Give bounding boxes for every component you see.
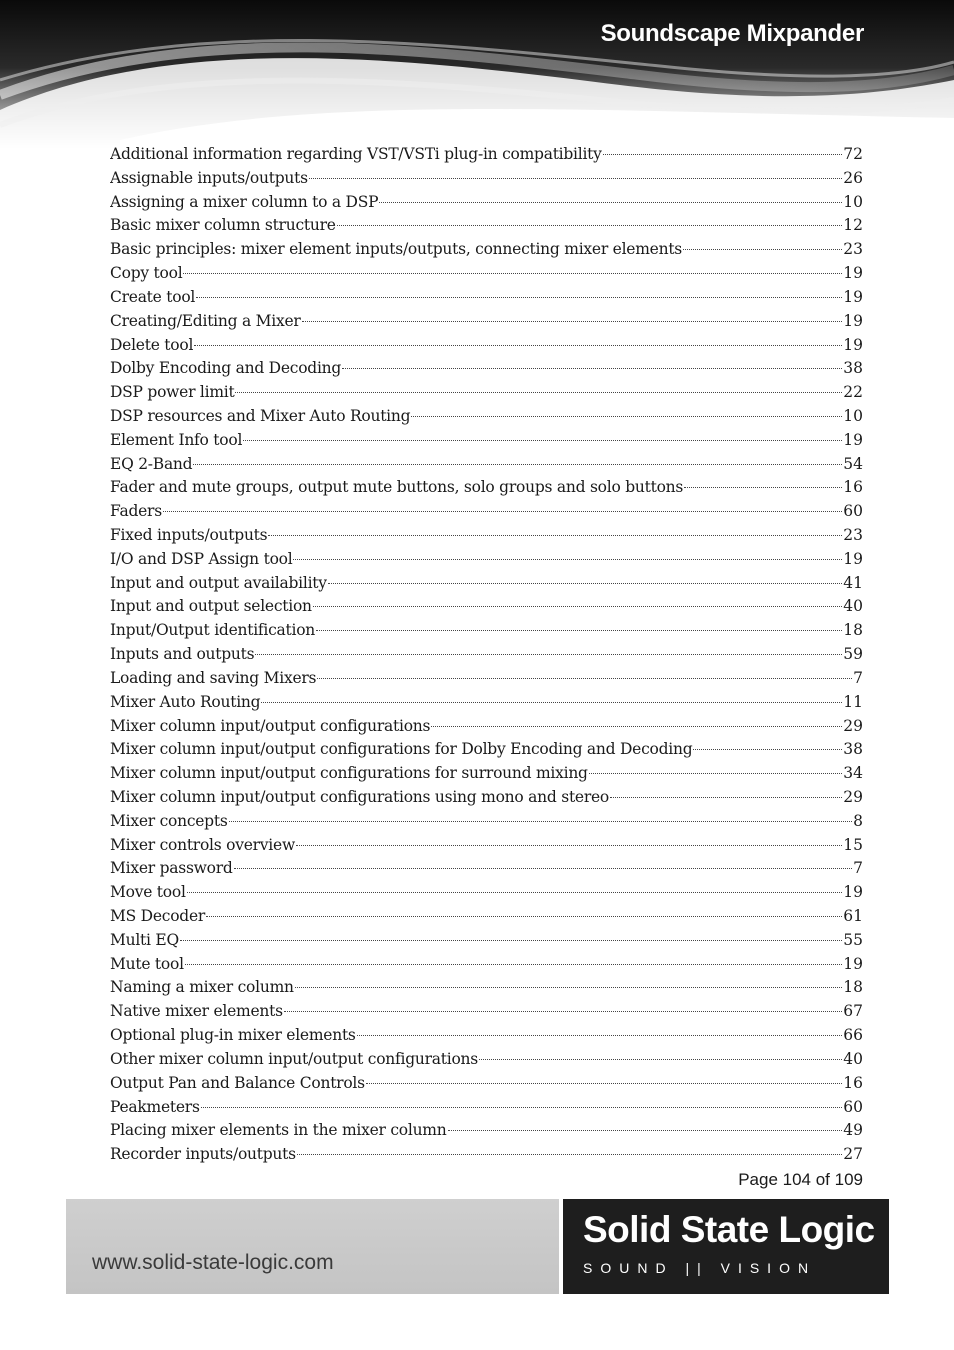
- index-entry-title: Input/Output identification: [110, 621, 316, 640]
- dot-leader: [261, 702, 842, 703]
- index-entry[interactable]: [110, 310, 863, 334]
- index-entry-title: Basic principles: mixer element inputs/outputs, connecting mixer elements: [110, 240, 683, 259]
- dot-leader: [337, 225, 843, 226]
- index-entry-title: Copy tool: [110, 264, 183, 283]
- dot-leader: [229, 821, 853, 822]
- index-entry-page: 11: [843, 692, 863, 711]
- dot-leader: [589, 773, 843, 774]
- index-entry-title: Mixer concepts: [110, 811, 228, 830]
- dot-leader: [448, 1130, 843, 1131]
- dot-leader: [317, 678, 852, 679]
- index-entry-title: Mixer controls overview: [110, 835, 295, 854]
- index-entry[interactable]: [110, 953, 863, 977]
- index-entry-title: EQ 2-Band: [110, 454, 193, 473]
- dot-leader: [366, 1083, 842, 1084]
- index-entry-title: Mute tool: [110, 954, 184, 973]
- index-entry-page: 29: [843, 787, 863, 806]
- page-number: Page 104 of 109: [738, 1170, 863, 1189]
- index-entry-title: Assigning a mixer column to a DSP: [110, 192, 379, 211]
- index-entry-page: 26: [843, 168, 863, 187]
- dot-leader: [309, 178, 842, 179]
- index-entry-title: Element Info tool: [110, 430, 243, 449]
- dot-leader: [183, 273, 842, 274]
- index-entry-title: Delete tool: [110, 335, 194, 354]
- index-entry-title: Mixer password: [110, 859, 233, 878]
- index-entry-page: 40: [843, 597, 863, 616]
- index-entry[interactable]: [110, 834, 863, 858]
- dot-leader: [479, 1059, 842, 1060]
- index-entry-page: 40: [843, 1049, 863, 1068]
- dot-leader: [296, 845, 842, 846]
- index-entry-page: 59: [843, 645, 863, 664]
- dot-leader: [342, 368, 842, 369]
- index-entry-page: 41: [843, 573, 863, 592]
- index-entry[interactable]: [110, 667, 863, 691]
- index-entry[interactable]: [110, 881, 863, 905]
- index-entry-title: Creating/Editing a Mixer: [110, 311, 301, 330]
- index-entry-page: 19: [843, 430, 863, 449]
- index-entry-title: Loading and saving Mixers: [110, 668, 317, 687]
- index-entry-page: 8: [853, 811, 863, 830]
- index-entry-page: 38: [843, 740, 863, 759]
- index-entry-page: 10: [843, 192, 863, 211]
- index-entry-page: 7: [853, 859, 863, 878]
- index-entry-title: Mixer column input/output configurations: [110, 716, 431, 735]
- index-entry-page: 19: [843, 335, 863, 354]
- dot-leader: [185, 964, 842, 965]
- dot-leader: [297, 1154, 842, 1155]
- dot-leader: [684, 487, 842, 488]
- index-entry[interactable]: [110, 572, 863, 596]
- index-entry-title: Placing mixer elements in the mixer column: [110, 1121, 447, 1140]
- dot-leader: [610, 797, 842, 798]
- index-entry-page: 61: [843, 907, 863, 925]
- brand-logo-text: Solid State Logic: [583, 1209, 875, 1250]
- index-entry-title: Native mixer elements: [110, 1002, 283, 1021]
- dot-leader: [187, 892, 843, 893]
- index-entry-title: Basic mixer column structure: [110, 216, 336, 235]
- dot-leader: [603, 154, 843, 155]
- index-entry[interactable]: [110, 286, 863, 310]
- dot-leader: [193, 464, 842, 465]
- index-entry-page: 19: [843, 954, 863, 973]
- index-entry-page: 16: [843, 478, 863, 497]
- index-entry[interactable]: [110, 524, 863, 548]
- index-entry-page: 15: [843, 835, 863, 854]
- index-entry[interactable]: [110, 1048, 863, 1072]
- index-entry[interactable]: [110, 405, 863, 429]
- index-entry-page: 19: [843, 311, 863, 330]
- index-entry-title: Additional information regarding VST/VSTi plug-in compatibility: [110, 145, 602, 163]
- dot-leader: [379, 202, 842, 203]
- index-entry-title: Dolby Encoding and Decoding: [110, 359, 342, 378]
- dot-leader: [201, 1107, 843, 1108]
- index-entry[interactable]: [110, 595, 863, 619]
- index-entry-title: Other mixer column input/output configurations: [110, 1049, 478, 1068]
- index-entry-title: Mixer column input/output configurations for surround mixing: [110, 764, 588, 783]
- index-entry-title: Mixer column input/output configurations for Dolby Encoding and Decoding: [110, 740, 693, 759]
- dot-leader: [235, 392, 842, 393]
- index-entry-page: 49: [843, 1121, 863, 1140]
- index-entry-page: 18: [843, 621, 863, 640]
- index-entry-title: Move tool: [110, 883, 186, 902]
- index-entry[interactable]: [110, 857, 863, 881]
- index-entry[interactable]: [110, 762, 863, 786]
- index-entry-page: 23: [843, 526, 863, 544]
- dot-leader: [313, 606, 842, 607]
- index-entry[interactable]: [110, 334, 863, 358]
- page-header-banner: [0, 0, 954, 150]
- index-entry[interactable]: [110, 1119, 863, 1143]
- index-entry-page: 19: [843, 287, 863, 306]
- index-entry[interactable]: [110, 453, 863, 477]
- index-entry[interactable]: [110, 548, 863, 572]
- index-entry-page: 19: [843, 264, 863, 283]
- dot-leader: [255, 654, 842, 655]
- index-entry-page: 23: [843, 240, 863, 259]
- dot-leader: [295, 987, 843, 988]
- index-entry-title: Mixer column input/output configurations using mono and stereo: [110, 787, 610, 806]
- index-entry[interactable]: [110, 1000, 863, 1024]
- index-entry-page: 38: [843, 359, 863, 378]
- index-entry-title: MS Decoder: [110, 907, 206, 925]
- index-entry[interactable]: [110, 476, 863, 500]
- dot-leader: [163, 511, 842, 512]
- dot-leader: [234, 868, 853, 869]
- index-entry-page: 29: [843, 716, 863, 735]
- website-link[interactable]: www.solid-state-logic.com: [92, 1251, 334, 1274]
- dot-leader: [243, 440, 842, 441]
- index-entry-title: Faders: [110, 502, 162, 521]
- dot-leader: [411, 416, 842, 417]
- index-entry[interactable]: [110, 976, 863, 1000]
- dot-leader: [268, 535, 842, 536]
- index-entry[interactable]: [110, 929, 863, 953]
- index-entry[interactable]: [110, 357, 863, 381]
- index-entry-page: 67: [843, 1002, 863, 1021]
- index-entry-page: 16: [843, 1073, 863, 1092]
- index-entry-title: Fixed inputs/outputs: [110, 526, 268, 544]
- index-entry[interactable]: [110, 238, 863, 262]
- index-entry[interactable]: [110, 429, 863, 453]
- index-entry[interactable]: [110, 262, 863, 286]
- index-entry[interactable]: [110, 1096, 863, 1120]
- index-entry-title: Multi EQ: [110, 930, 179, 949]
- dot-leader: [316, 630, 842, 631]
- index-entry-title: Input and output availability: [110, 573, 327, 592]
- index-entry-page: 18: [843, 978, 863, 997]
- index-entry-title: Optional plug-in mixer elements: [110, 1026, 356, 1045]
- index-entry-page: 7: [853, 668, 863, 687]
- index-entry-page: 54: [843, 454, 863, 473]
- index-entry-page: 34: [843, 764, 863, 783]
- index-entry[interactable]: [110, 810, 863, 834]
- footer-brand-panel: [563, 1199, 889, 1294]
- dot-leader: [293, 559, 842, 560]
- index-entry[interactable]: [110, 905, 863, 929]
- index-entry-page: 27: [843, 1145, 863, 1164]
- index-entry[interactable]: [110, 1143, 863, 1167]
- dot-leader: [431, 726, 842, 727]
- index-entry[interactable]: [110, 167, 863, 191]
- dot-leader: [302, 321, 843, 322]
- index-entry-page: 60: [843, 502, 863, 521]
- dot-leader: [284, 1011, 842, 1012]
- index-entry-title: Mixer Auto Routing: [110, 692, 261, 711]
- index-entry-title: Create tool: [110, 287, 196, 306]
- dot-leader: [683, 249, 842, 250]
- index-entry-page: 22: [843, 383, 863, 402]
- index-entry[interactable]: [110, 500, 863, 524]
- index-entry-title: Naming a mixer column: [110, 978, 294, 997]
- index-entry-title: Peakmeters: [110, 1097, 200, 1116]
- index-entry-page: 19: [843, 549, 863, 568]
- index-entry-title: DSP resources and Mixer Auto Routing: [110, 406, 411, 425]
- dot-leader: [180, 940, 842, 941]
- index-entry-title: Input and output selection: [110, 597, 312, 616]
- index-entry-title: Recorder inputs/outputs: [110, 1145, 296, 1164]
- document-title: Soundscape Mixpander: [600, 20, 864, 47]
- index-entry[interactable]: [110, 715, 863, 739]
- dot-leader: [194, 345, 842, 346]
- index-entry[interactable]: [110, 738, 863, 762]
- index-entry-page: 19: [843, 883, 863, 902]
- dot-leader: [328, 583, 842, 584]
- index-entry[interactable]: [110, 619, 863, 643]
- index-entry-title: Fader and mute groups, output mute buttons, solo groups and solo buttons: [110, 478, 684, 497]
- index-entry-page: 66: [843, 1026, 863, 1045]
- index-entry[interactable]: [110, 643, 863, 667]
- index-entry[interactable]: [110, 1072, 863, 1096]
- dot-leader: [206, 916, 842, 917]
- index-entry-title: Assignable inputs/outputs: [110, 168, 308, 187]
- index-entry-page: 60: [843, 1097, 863, 1116]
- index-entry[interactable]: [110, 381, 863, 405]
- index-entry[interactable]: [110, 786, 863, 810]
- dot-leader: [357, 1035, 843, 1036]
- index-list: [110, 143, 863, 1167]
- index-entry-title: I/O and DSP Assign tool: [110, 549, 293, 568]
- index-entry-page: 10: [843, 406, 863, 425]
- index-entry-title: Output Pan and Balance Controls: [110, 1073, 365, 1092]
- dot-leader: [196, 297, 842, 298]
- footer-website-panel: [66, 1199, 559, 1294]
- index-entry[interactable]: [110, 691, 863, 715]
- index-entry-title: DSP power limit: [110, 383, 235, 402]
- dot-leader: [693, 749, 842, 750]
- index-entry[interactable]: [110, 143, 863, 167]
- index-entry[interactable]: [110, 191, 863, 215]
- index-entry[interactable]: [110, 214, 863, 238]
- brand-tagline: SOUND || VISION: [583, 1260, 817, 1276]
- index-entry-title: Inputs and outputs: [110, 645, 255, 664]
- index-entry[interactable]: [110, 1024, 863, 1048]
- index-entry-page: 72: [843, 145, 863, 163]
- index-entry-page: 55: [843, 930, 863, 949]
- index-entry-page: 12: [843, 216, 863, 235]
